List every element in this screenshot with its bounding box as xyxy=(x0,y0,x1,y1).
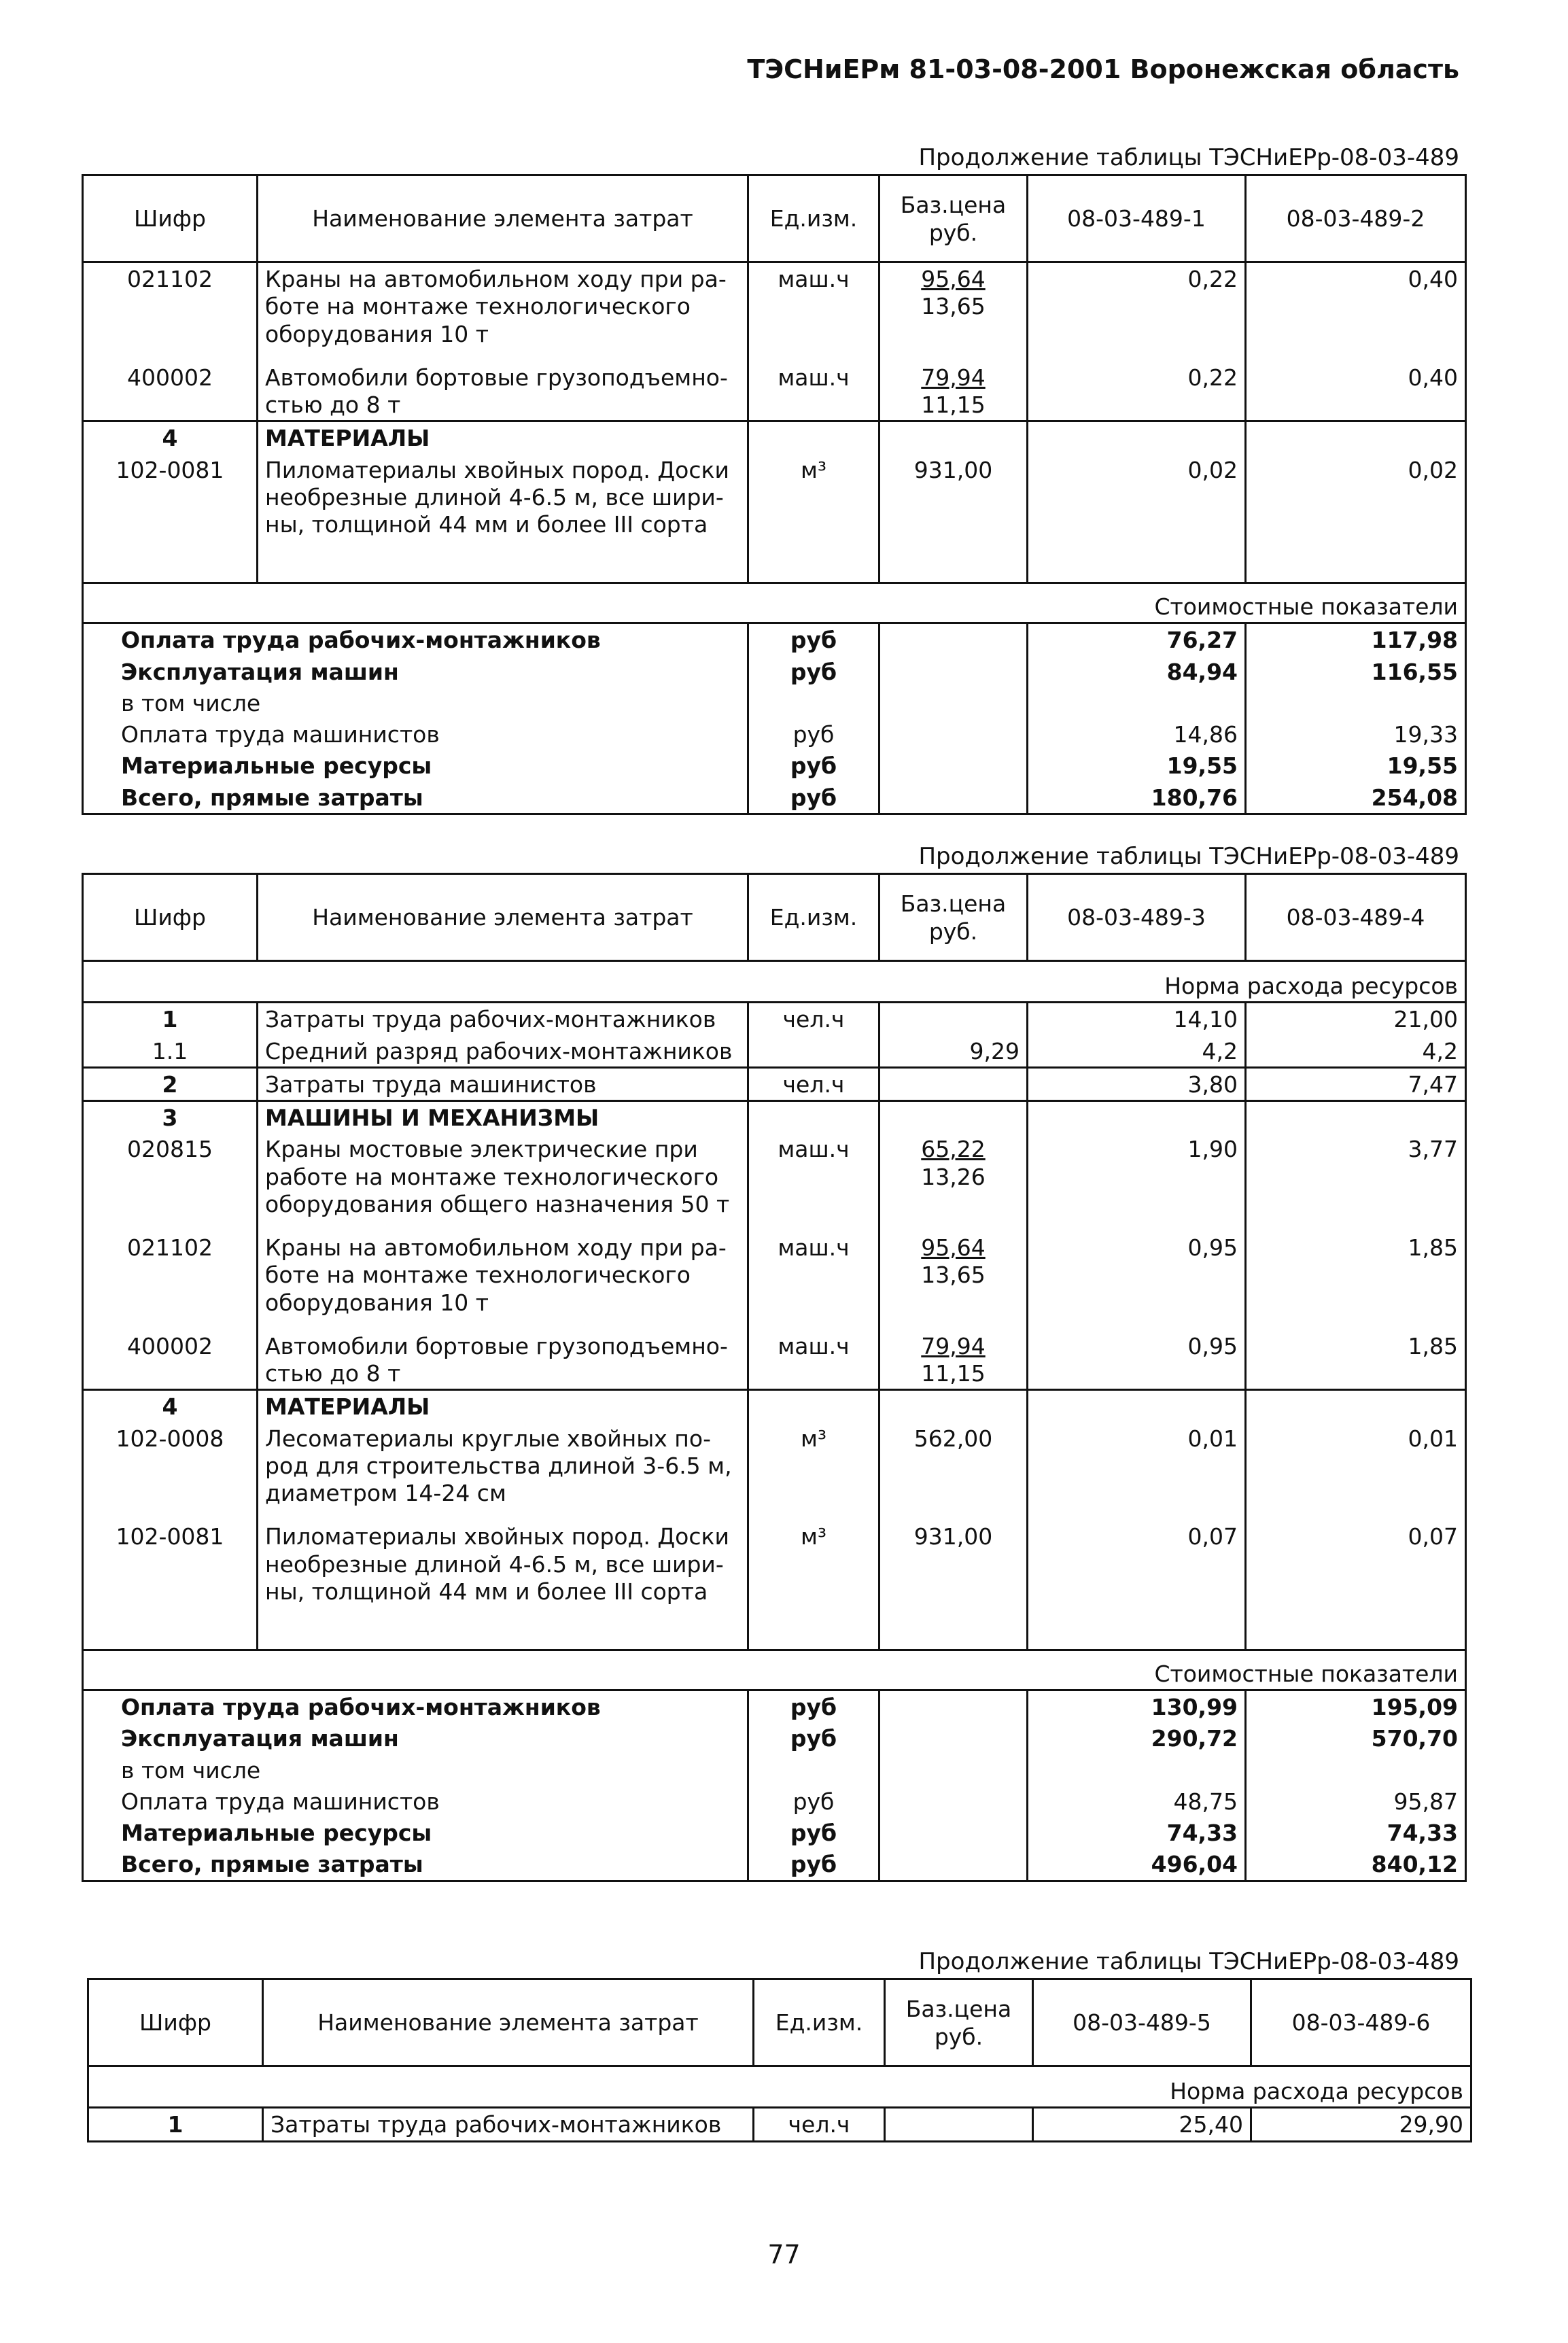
row-code: 021102 xyxy=(83,1232,258,1330)
continuation-caption-3: Продолжение таблицы ТЭСНиЕРр-08-03-489 xyxy=(918,1948,1459,1975)
total-value-1 xyxy=(1028,687,1246,718)
total-value-2 xyxy=(1246,1754,1466,1786)
col-header-code-5: 08-03-489-5 xyxy=(1033,1979,1251,2066)
table-row xyxy=(83,1423,1466,1521)
total-unit: руб xyxy=(748,718,879,750)
row-code: 400002 xyxy=(83,362,258,421)
table-row xyxy=(83,1035,1466,1068)
total-label: Материальные ресурсы xyxy=(83,1817,748,1848)
total-value-2 xyxy=(1246,687,1466,718)
row-unit: м³ xyxy=(748,1423,879,1521)
total-unit: руб xyxy=(748,656,879,687)
row-value-1: 0,22 xyxy=(1028,362,1246,421)
row-price xyxy=(879,262,1028,362)
price-top: 65,22 xyxy=(921,1136,986,1163)
total-value-2: 19,33 xyxy=(1246,718,1466,750)
total-value-2: 74,33 xyxy=(1246,1817,1466,1848)
total-unit: руб xyxy=(748,1786,879,1817)
continuation-caption-1: Продолжение таблицы ТЭСНиЕРр-08-03-489 xyxy=(918,144,1459,171)
total-value-1: 130,99 xyxy=(1028,1690,1246,1723)
row-value-2: 0,40 xyxy=(1246,262,1466,362)
total-label: Эксплуатация машин xyxy=(83,1722,748,1754)
total-value-2: 116,55 xyxy=(1246,656,1466,687)
total-value-2: 95,87 xyxy=(1246,1786,1466,1817)
row-name: Краны мостовые электрические при работе на монтаже технологического оборудования общего назначения 50 т xyxy=(258,1133,748,1232)
table-header-row xyxy=(83,874,1466,961)
total-label: Эксплуатация машин xyxy=(83,656,748,687)
total-label: Всего, прямые затраты xyxy=(83,1848,748,1881)
total-value-2: 570,70 xyxy=(1246,1722,1466,1754)
total-row xyxy=(83,687,1466,718)
total-row xyxy=(83,1848,1466,1881)
row-code: 400002 xyxy=(83,1330,258,1390)
row-value-2: 0,02 xyxy=(1246,454,1466,583)
total-value-1 xyxy=(1028,1754,1246,1786)
price-bottom: 13,65 xyxy=(921,1262,986,1289)
row-name: Краны на автомобильном ходу при ра-боте на монтаже технологического оборудования 10 т xyxy=(258,262,748,362)
total-unit: руб xyxy=(748,782,879,814)
price-top: 79,94 xyxy=(921,1332,986,1359)
table-row xyxy=(83,1003,1466,1035)
norm-section-row xyxy=(83,961,1466,1003)
section-row xyxy=(83,421,1466,454)
total-label: Оплата труда рабочих-монтажников xyxy=(83,1690,748,1723)
row-value-1: 0,01 xyxy=(1028,1423,1246,1521)
row-name: Пиломатериалы хвойных пород. Доски необрезные длиной 4-6.5 м, все шири-ны, толщиной 44 мм и более III сорта xyxy=(258,454,748,583)
table-row xyxy=(83,1330,1466,1390)
total-label: Всего, прямые затраты xyxy=(83,782,748,814)
col-header-unit: Ед.изм. xyxy=(748,175,879,262)
norm-table-2 xyxy=(82,873,1467,1882)
norm-section-title: Норма расхода ресурсов xyxy=(88,2066,1471,2108)
row-price: 931,00 xyxy=(879,454,1028,583)
row-price xyxy=(879,362,1028,421)
norm-table-1 xyxy=(82,174,1467,815)
row-code: 2 xyxy=(83,1067,258,1100)
row-code: 020815 xyxy=(83,1133,258,1232)
col-header-code-4: 08-03-489-4 xyxy=(1246,874,1466,961)
col-header-cipher: Шифр xyxy=(88,1979,263,2066)
row-value-1: 4,2 xyxy=(1028,1035,1246,1068)
total-value-1: 76,27 xyxy=(1028,623,1246,656)
row-code: 102-0081 xyxy=(83,1521,258,1650)
col-header-unit: Ед.изм. xyxy=(754,1979,885,2066)
row-code: 102-0008 xyxy=(83,1423,258,1521)
row-unit: маш.ч xyxy=(748,262,879,362)
total-value-1: 84,94 xyxy=(1028,656,1246,687)
table-row xyxy=(83,262,1466,362)
col-header-code-1: 08-03-489-1 xyxy=(1028,175,1246,262)
row-name: Автомобили бортовые грузоподъемно-стью до 8 т xyxy=(258,1330,748,1390)
total-row xyxy=(83,1817,1466,1848)
row-value-2: 4,2 xyxy=(1246,1035,1466,1068)
row-name: Затраты труда рабочих-монтажников xyxy=(263,2108,754,2141)
price-bottom: 13,65 xyxy=(921,293,986,320)
total-value-1: 74,33 xyxy=(1028,1817,1246,1848)
section-code: 3 xyxy=(83,1101,258,1134)
total-label: Оплата труда рабочих-монтажников xyxy=(83,623,748,656)
row-unit: чел.ч xyxy=(748,1067,879,1100)
row-unit: м³ xyxy=(748,454,879,583)
row-value-1: 1,90 xyxy=(1028,1133,1246,1232)
table-row xyxy=(88,2108,1471,2141)
total-row xyxy=(83,1754,1466,1786)
row-value-2: 1,85 xyxy=(1246,1330,1466,1390)
row-value-1: 0,22 xyxy=(1028,262,1246,362)
section-row xyxy=(83,1390,1466,1423)
total-label: Материальные ресурсы xyxy=(83,750,748,781)
row-value-1: 0,07 xyxy=(1028,1521,1246,1650)
total-row xyxy=(83,1690,1466,1723)
section-title: МАТЕРИАЛЫ xyxy=(258,421,748,454)
row-code: 102-0081 xyxy=(83,454,258,583)
total-unit: руб xyxy=(748,623,879,656)
row-value-2: 0,01 xyxy=(1246,1423,1466,1521)
row-value-2: 7,47 xyxy=(1246,1067,1466,1100)
row-price: 562,00 xyxy=(879,1423,1028,1521)
row-value-1: 0,95 xyxy=(1028,1330,1246,1390)
total-row xyxy=(83,750,1466,781)
row-value-2: 3,77 xyxy=(1246,1133,1466,1232)
col-header-name: Наименование элемента затрат xyxy=(258,175,748,262)
cost-section-title: Стоимостные показатели xyxy=(83,1650,1466,1690)
section-row xyxy=(83,1101,1466,1134)
cost-section-row xyxy=(83,1650,1466,1690)
total-row xyxy=(83,1722,1466,1754)
section-code: 4 xyxy=(83,1390,258,1423)
section-title: МАТЕРИАЛЫ xyxy=(258,1390,748,1423)
total-value-1: 180,76 xyxy=(1028,782,1246,814)
total-value-1: 496,04 xyxy=(1028,1848,1246,1881)
table-row xyxy=(83,362,1466,421)
row-value-2: 29,90 xyxy=(1251,2108,1471,2141)
row-name: Пиломатериалы хвойных пород. Доски необрезные длиной 4-6.5 м, все шири-ны, толщиной 44 мм и более III сорта xyxy=(258,1521,748,1650)
total-row xyxy=(83,718,1466,750)
row-code: 1.1 xyxy=(83,1035,258,1068)
cost-section-row xyxy=(83,583,1466,623)
table-row xyxy=(83,454,1466,583)
col-header-price: Баз.цена руб. xyxy=(879,874,1028,961)
page-number: 77 xyxy=(767,2240,801,2270)
total-unit: руб xyxy=(748,750,879,781)
row-unit: маш.ч xyxy=(748,1232,879,1330)
total-row xyxy=(83,1786,1466,1817)
row-unit: маш.ч xyxy=(748,1133,879,1232)
row-value-1: 0,02 xyxy=(1028,454,1246,583)
total-value-1: 19,55 xyxy=(1028,750,1246,781)
continuation-caption-2: Продолжение таблицы ТЭСНиЕРр-08-03-489 xyxy=(918,843,1459,870)
col-header-cipher: Шифр xyxy=(83,175,258,262)
row-code: 021102 xyxy=(83,262,258,362)
col-header-cipher: Шифр xyxy=(83,874,258,961)
page-header: ТЭСНиЕРм 81-03-08-2001 Воронежская область xyxy=(747,54,1459,84)
row-price: 9,29 xyxy=(879,1035,1028,1068)
row-value-2: 21,00 xyxy=(1246,1003,1466,1035)
cost-section-title: Стоимостные показатели xyxy=(83,583,1466,623)
total-label: в том числе xyxy=(83,687,748,718)
col-header-unit: Ед.изм. xyxy=(748,874,879,961)
total-row xyxy=(83,782,1466,814)
total-value-1: 14,86 xyxy=(1028,718,1246,750)
row-name: Автомобили бортовые грузоподъемно-стью до 8 т xyxy=(258,362,748,421)
row-value-1: 3,80 xyxy=(1028,1067,1246,1100)
table-header-row xyxy=(83,175,1466,262)
col-header-name: Наименование элемента затрат xyxy=(258,874,748,961)
total-unit xyxy=(748,687,879,718)
price-bottom: 11,15 xyxy=(921,392,986,418)
row-price xyxy=(879,1133,1028,1232)
row-name: Затраты труда рабочих-монтажников xyxy=(258,1003,748,1035)
total-row xyxy=(83,656,1466,687)
price-top: 95,64 xyxy=(921,1234,986,1261)
table-row xyxy=(83,1232,1466,1330)
total-unit: руб xyxy=(748,1722,879,1754)
row-name: Затраты труда машинистов xyxy=(258,1067,748,1100)
col-header-price: Баз.цена руб. xyxy=(885,1979,1033,2066)
norm-section-title: Норма расхода ресурсов xyxy=(83,961,1466,1003)
row-name: Средний разряд рабочих-монтажников xyxy=(258,1035,748,1068)
col-header-name: Наименование элемента затрат xyxy=(263,1979,754,2066)
section-title: МАШИНЫ И МЕХАНИЗМЫ xyxy=(258,1101,748,1134)
price-top: 79,94 xyxy=(921,364,986,391)
total-value-2: 19,55 xyxy=(1246,750,1466,781)
total-unit: руб xyxy=(748,1690,879,1723)
table-row xyxy=(83,1133,1466,1232)
row-value-2: 0,40 xyxy=(1246,362,1466,421)
total-label: Оплата труда машинистов xyxy=(83,718,748,750)
total-label: в том числе xyxy=(83,1754,748,1786)
total-row xyxy=(83,623,1466,656)
row-price xyxy=(879,1330,1028,1390)
col-header-code-6: 08-03-489-6 xyxy=(1251,1979,1471,2066)
price-top: 95,64 xyxy=(921,266,986,292)
col-header-code-2: 08-03-489-2 xyxy=(1246,175,1466,262)
total-value-1: 48,75 xyxy=(1028,1786,1246,1817)
row-value-1: 14,10 xyxy=(1028,1003,1246,1035)
total-unit xyxy=(748,1754,879,1786)
total-value-1: 290,72 xyxy=(1028,1722,1246,1754)
total-label: Оплата труда машинистов xyxy=(83,1786,748,1817)
price-bottom: 13,26 xyxy=(921,1163,986,1190)
section-code: 4 xyxy=(83,421,258,454)
row-code: 1 xyxy=(83,1003,258,1035)
row-unit: м³ xyxy=(748,1521,879,1650)
row-unit: чел.ч xyxy=(748,1003,879,1035)
price-bottom: 11,15 xyxy=(921,1360,986,1387)
col-header-code-3: 08-03-489-3 xyxy=(1028,874,1246,961)
row-code: 1 xyxy=(88,2108,263,2141)
row-value-2: 0,07 xyxy=(1246,1521,1466,1650)
row-value-1: 25,40 xyxy=(1033,2108,1251,2141)
row-unit: чел.ч xyxy=(754,2108,885,2141)
row-value-2: 1,85 xyxy=(1246,1232,1466,1330)
row-price xyxy=(879,1232,1028,1330)
total-value-2: 840,12 xyxy=(1246,1848,1466,1881)
table-row xyxy=(83,1521,1466,1650)
total-value-2: 117,98 xyxy=(1246,623,1466,656)
row-value-1: 0,95 xyxy=(1028,1232,1246,1330)
row-unit: маш.ч xyxy=(748,362,879,421)
table-row xyxy=(83,1067,1466,1100)
col-header-price: Баз.цена руб. xyxy=(879,175,1028,262)
table-header-row xyxy=(88,1979,1471,2066)
row-name: Лесоматериалы круглые хвойных по-род для строительства длиной 3-6.5 м, диаметром 14-24 см xyxy=(258,1423,748,1521)
total-value-2: 254,08 xyxy=(1246,782,1466,814)
row-name: Краны на автомобильном ходу при ра-боте на монтаже технологического оборудования 10 т xyxy=(258,1232,748,1330)
row-price: 931,00 xyxy=(879,1521,1028,1650)
row-unit: маш.ч xyxy=(748,1330,879,1390)
norm-table-3 xyxy=(87,1978,1472,2142)
total-value-2: 195,09 xyxy=(1246,1690,1466,1723)
total-unit: руб xyxy=(748,1817,879,1848)
norm-section-row xyxy=(88,2066,1471,2108)
total-unit: руб xyxy=(748,1848,879,1881)
